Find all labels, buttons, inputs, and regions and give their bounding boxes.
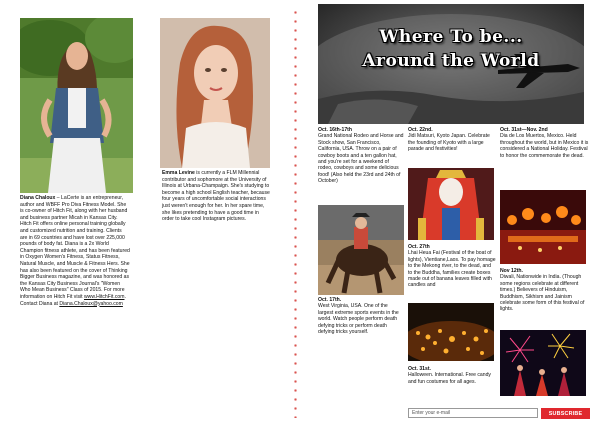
event-oct22 [408, 127, 496, 153]
hitchfit-link[interactable]: www.HitchFit.com [83, 293, 125, 300]
emma-name: Emma Levine [162, 170, 195, 176]
event-text: West Virginia, USA. One of the largest extreme sports events in the world. Watch people perform death defying tricks or perform death defying tricks yourself. [318, 303, 399, 336]
diana-bio-text: – LaCerte is an entrepreneur, author and WBFF Pro Diva Fitness Model. She is co-owner of Hitch Fit, along with her husband and business partner Micah in Kansas City. Hitch Fit offers online personal training globally and customized nutrition and training. Clients are in 69 countries and have lost over 225,000 pounds of body fat. Diana is a 2x World Champion fitness athlete, and has been featured in Oxygen Women's Fitness, Status Fitness, Natural Muscle, and Muscle & Fitness Hers. She has also been featured on the cover of Thinking Bigger Business magazine, and was honored as the Kansas City Business Journal's "Women Who Mean Business" Class of 2015. For more information on Hitch Fit visit [20, 195, 130, 300]
event-oct16 [318, 127, 404, 185]
event-oct17 [318, 297, 404, 335]
event-text: Jidi Matsuri, Kyoto Japan. Celebrate the founding of Kyoto with a large parade and festivities! [408, 133, 490, 153]
event-text: Lhai Heua Fai (Festival of the boat of lights), Vientiane,Laos. To pay homage to the Mekong river, to the dead, and to the Buddha, families create boxes made out of banana leaves filled with candles and [408, 250, 496, 289]
diana-photo [20, 18, 133, 193]
event-date: Oct. 22nd. [408, 127, 433, 133]
event-date: Oct. 31st. [408, 366, 431, 372]
diana-contact-text: . Contact Diana at [20, 293, 126, 307]
banner-title-line1: Where To be... [379, 27, 523, 47]
diana-name: Diana Chaloux [20, 195, 56, 201]
event-oct27 [408, 244, 496, 289]
diana-email-link[interactable]: Diana.Chaloux@yahoo.com [59, 300, 123, 307]
event-date: Oct. 31st—Nov. 2nd [500, 127, 548, 133]
event-oct31-nov2 [500, 127, 590, 159]
event-oct31 [408, 366, 496, 385]
dotted-divider [294, 8, 297, 418]
event-text: Dia de Los Muertos, Mexico. Held throughout the world, but in Mexico it is considered a National Holiday. Festival to honor the commemorate the dead. [500, 133, 589, 159]
event-nov12 [500, 268, 590, 313]
email-input[interactable] [408, 408, 538, 418]
boat-of-lights-photo [408, 303, 494, 361]
emma-bio [162, 170, 270, 223]
emma-photo [160, 18, 270, 168]
event-date: Oct. 27th [408, 244, 430, 250]
event-date: Oct. 16th-17th [318, 127, 352, 133]
subscribe-button[interactable]: SUBSCRIBE [541, 408, 590, 419]
emma-bio-text: is currently a FLM Millennial contributor and sophomore at the University of Illinois at Urbana-Champaign. She's studying to become a high school English teacher, because four years of uncomfortable social interactions just weren't enough for her. In her spare time, she likes pretending to have a good time in order to take cool Instagram pictures. [162, 170, 270, 223]
dia-de-muertos-photo [500, 190, 586, 264]
event-date: Nov 12th. [500, 268, 523, 274]
where-to-be-banner [318, 4, 584, 124]
diwali-photo [500, 330, 586, 396]
banner-title-line2: Around the World [362, 51, 540, 71]
diana-bio [20, 195, 130, 307]
event-date: Oct. 17th. [318, 297, 342, 303]
rodeo-photo [318, 205, 404, 295]
event-text: Diwali, Nationwide in India. (Though some regions celebrate at different times.) Believers of Hinduism, Buddhism, Sikhism and Jainism celebrate some form of this festival of lights. [500, 274, 585, 313]
event-text: Grand National Rodeo and Horse and Stock show, San Francisco, California, USA. Throw on a pair of cowboy boots and a ten gallon hat, and you're set for a weekend of rodeo, cowboys and some delicious food! (Also held the 23rd and 24th of October) [318, 133, 404, 185]
event-text: Halloween. International. Free candy and fun costumes for all ages. [408, 372, 491, 385]
jidai-matsuri-photo [408, 168, 494, 240]
